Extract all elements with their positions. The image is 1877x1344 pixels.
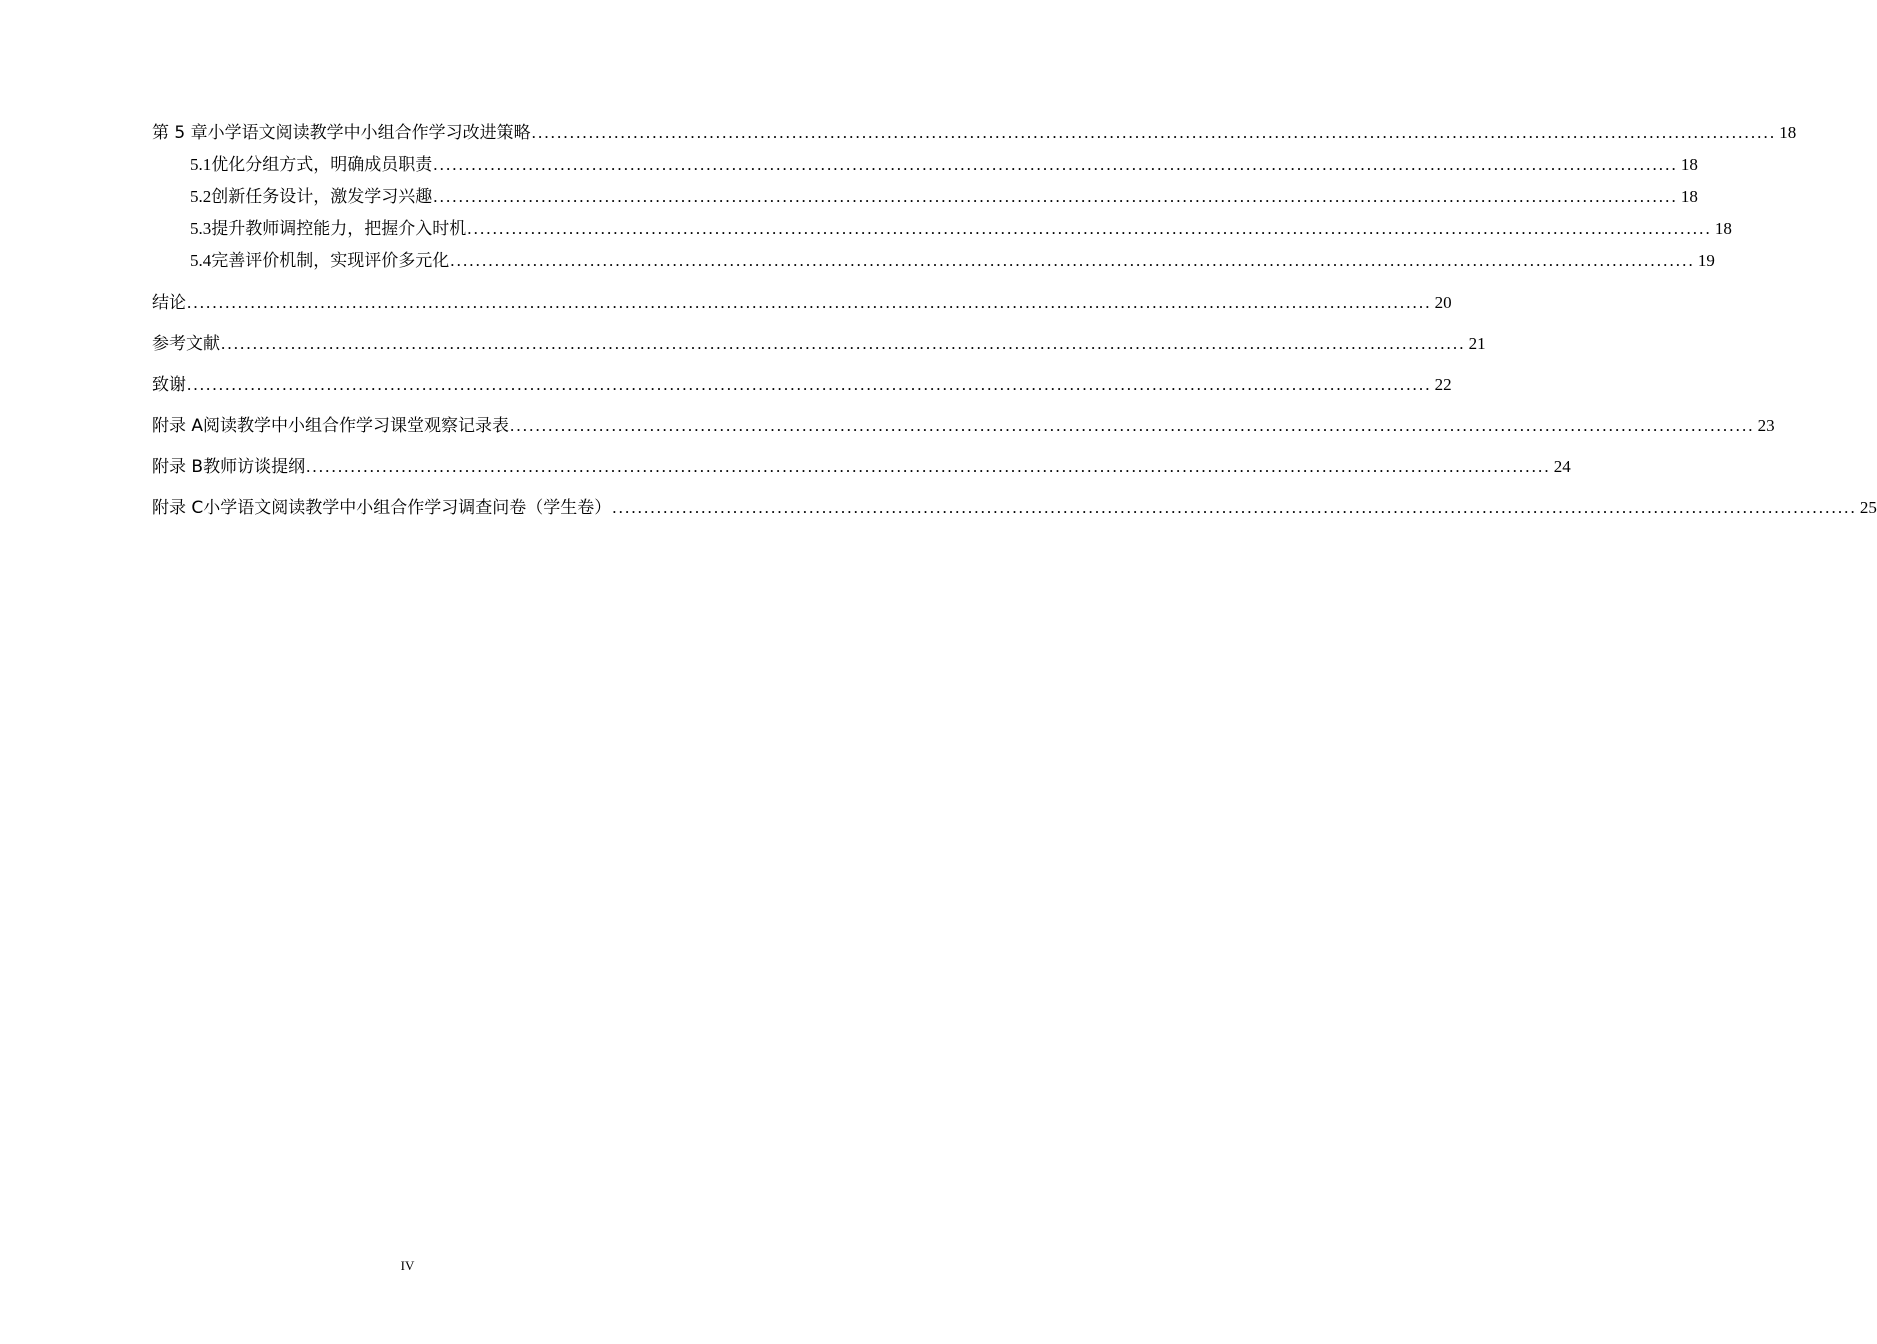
- toc-entry-page: 24: [1553, 457, 1571, 476]
- toc-entry-appendix-a[interactable]: [152, 410, 1775, 442]
- toc-entry-number: 5.1: [190, 155, 212, 174]
- toc-dot-leader: [306, 451, 1551, 483]
- toc-entry-page: 18: [1680, 187, 1698, 206]
- toc-entry-references[interactable]: [152, 328, 1486, 360]
- toc-entry-title: 完善评价机制，实现评价多元化: [211, 251, 450, 271]
- toc-entry-section-5-2[interactable]: [152, 181, 1698, 213]
- toc-entry-page: 22: [1434, 375, 1452, 394]
- toc-dot-leader: [510, 410, 1755, 442]
- toc-entry-section-5-4[interactable]: [152, 245, 1715, 277]
- toc-entry-page: 23: [1757, 416, 1775, 435]
- toc-entry-title: 结论: [152, 293, 186, 313]
- toc-dot-leader: [433, 181, 1678, 213]
- toc-entry-number: 附录 A: [152, 416, 204, 436]
- toc-dot-leader: [187, 287, 1432, 319]
- page-number-footer: IV: [400, 1258, 415, 1273]
- toc-dot-leader: [187, 369, 1432, 401]
- toc-entry-title: 优化分组方式，明确成员职责: [211, 155, 433, 175]
- toc-dot-leader: [532, 117, 1777, 149]
- toc-entry-chapter-5[interactable]: [152, 117, 1797, 149]
- toc-entry-page: 19: [1697, 251, 1715, 270]
- toc-entry-page: 25: [1859, 498, 1877, 517]
- toc-entry-number: 5.2: [190, 187, 212, 206]
- toc-entry-number: 5.4: [190, 251, 212, 270]
- toc-entry-acknowledgements[interactable]: [152, 369, 1452, 401]
- toc-entry-title: 参考文献: [152, 334, 220, 354]
- toc-entry-number: 5.3: [190, 219, 212, 238]
- toc-entry-number: 附录 B: [152, 457, 204, 477]
- toc-entry-title: 创新任务设计，激发学习兴趣: [211, 187, 433, 207]
- toc-dot-leader: [467, 213, 1712, 245]
- toc-entry-title: 提升教师调控能力，把握介入时机: [211, 219, 467, 239]
- toc-entry-title: 致谢: [152, 375, 186, 395]
- toc-entry-title: 教师访谈提纲: [203, 457, 306, 477]
- toc-entry-appendix-c[interactable]: [152, 492, 1877, 524]
- toc-entry-title: 小学语文阅读教学中小组合作学习调查问卷（学生卷）: [203, 498, 612, 518]
- toc-entry-number: 第 5 章: [152, 123, 208, 143]
- toc-dot-leader: [450, 245, 1695, 277]
- toc-entry-page: 21: [1468, 334, 1486, 353]
- toc-dot-leader: [612, 492, 1857, 524]
- toc-entry-section-5-1[interactable]: [152, 149, 1698, 181]
- toc-entry-title: 阅读教学中小组合作学习课堂观察记录表: [203, 416, 510, 436]
- toc-entry-page: 18: [1680, 155, 1698, 174]
- toc-dot-leader: [433, 149, 1678, 181]
- toc-entry-page: 18: [1779, 123, 1797, 142]
- table-of-contents: [152, 117, 1877, 524]
- toc-entry-title: 小学语文阅读教学中小组合作学习改进策略: [207, 123, 531, 143]
- toc-entry-conclusion[interactable]: [152, 287, 1452, 319]
- toc-entry-page: 18: [1714, 219, 1732, 238]
- toc-dot-leader: [221, 328, 1466, 360]
- toc-entry-section-5-3[interactable]: [152, 213, 1732, 245]
- toc-entry-appendix-b[interactable]: [152, 451, 1571, 483]
- toc-entry-number: 附录 C: [152, 498, 204, 518]
- toc-entry-page: 20: [1434, 293, 1452, 312]
